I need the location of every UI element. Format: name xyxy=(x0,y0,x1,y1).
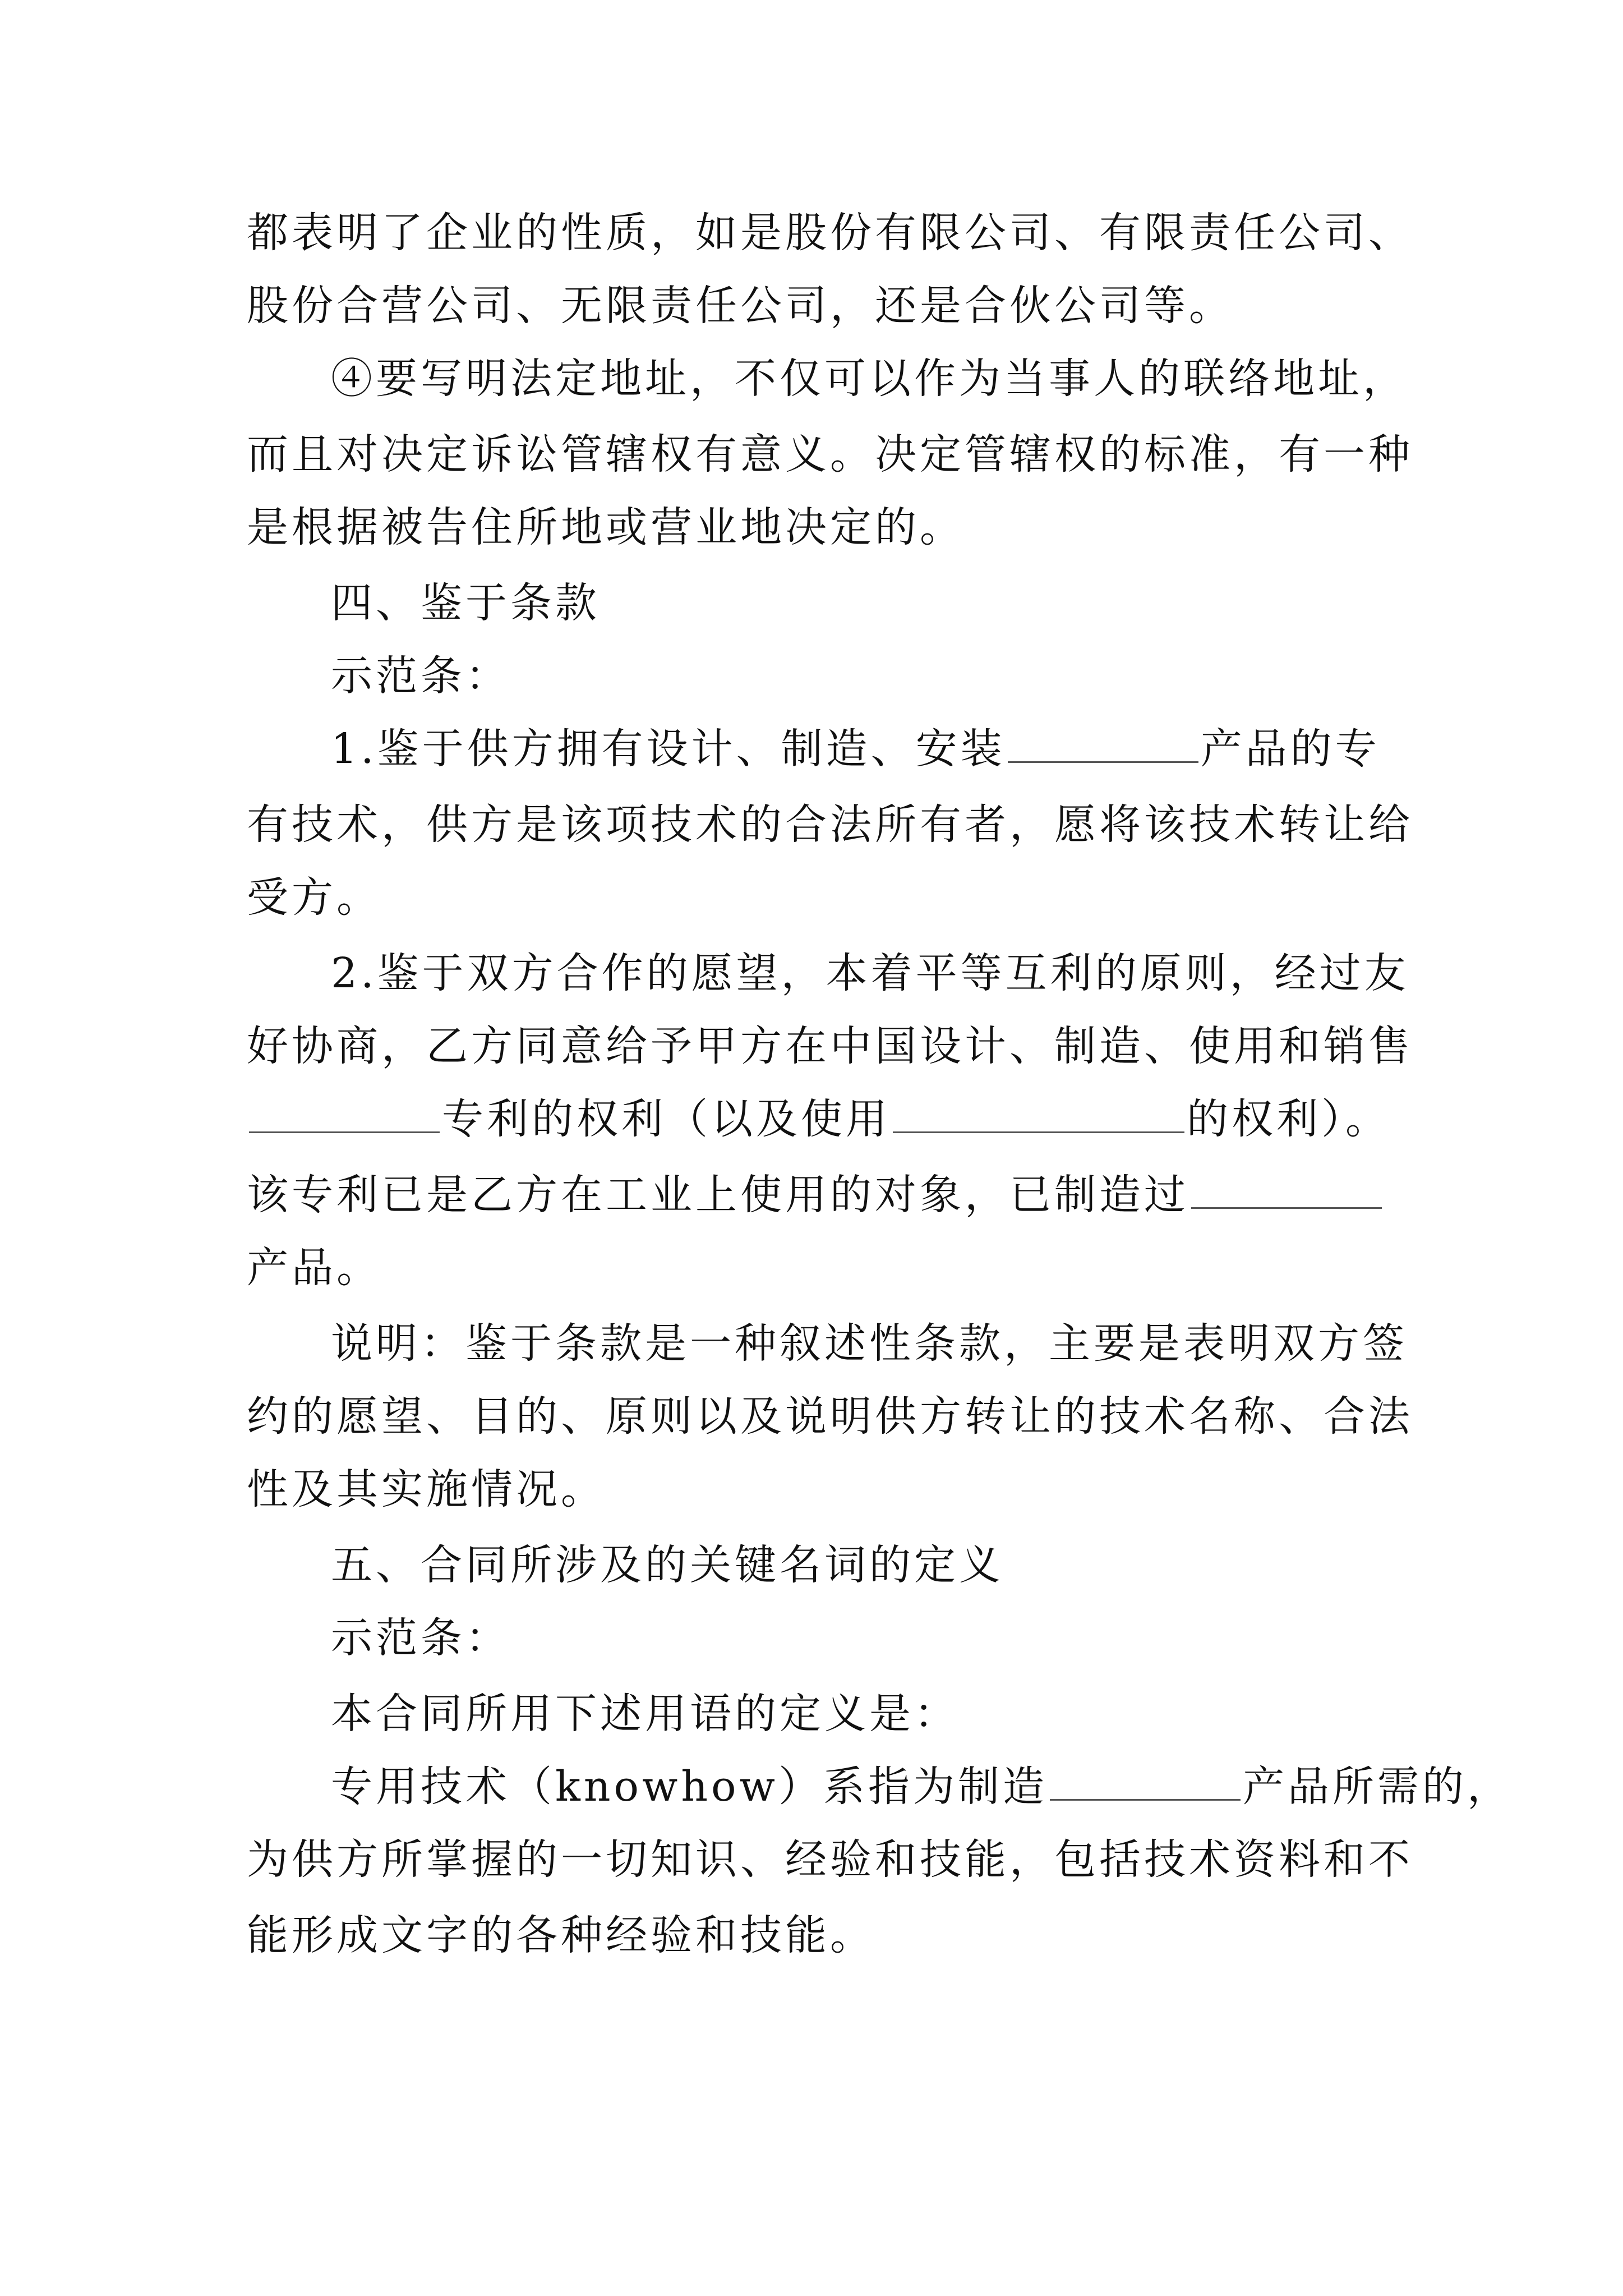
text-line xyxy=(247,280,1234,331)
fill-blank xyxy=(1191,1172,1382,1209)
text: 该专利已是乙方在工业上使用的对象，已制造过 xyxy=(247,1171,1189,1219)
section-heading xyxy=(331,1540,1004,1590)
text-line xyxy=(247,208,1413,258)
text-line xyxy=(331,1688,959,1739)
text-line xyxy=(247,1834,1413,1885)
text-line xyxy=(247,872,381,923)
text: 说明：鉴于条款是一种叙述性条款，主要是表明双方签 xyxy=(331,1319,1408,1368)
text-line xyxy=(331,1318,1408,1369)
text: 约的愿望、目的、原则以及说明供方转让的技术名称、合法 xyxy=(247,1392,1413,1441)
text: 性及其实施情况。 xyxy=(247,1465,606,1513)
text: 产品所需的， xyxy=(1242,1763,1512,1811)
text-line xyxy=(247,1243,381,1293)
text: 产品。 xyxy=(247,1244,381,1292)
text: 四、鉴于条款 xyxy=(331,579,600,627)
text: 受方。 xyxy=(247,873,381,922)
text: 股份合营公司、无限责任公司，还是合伙公司等。 xyxy=(247,282,1234,330)
text-line xyxy=(247,1391,1413,1442)
text-line xyxy=(331,948,1409,999)
text: 2.鉴于双方合作的愿望，本着平等互利的原则，经过友 xyxy=(331,949,1409,997)
text: 好协商，乙方同意给予甲方在中国设计、制造、使用和销售 xyxy=(247,1022,1413,1070)
text: 为供方所掌握的一切知识、经验和技能，包括技术资料和不 xyxy=(247,1835,1413,1884)
text-line xyxy=(247,1910,875,1961)
text: 是根据被告住所地或营业地决定的。 xyxy=(247,503,965,551)
text-line xyxy=(331,1613,510,1663)
text: 都表明了企业的性质，如是股份有限公司、有限责任公司、 xyxy=(247,209,1413,257)
text-line xyxy=(247,1464,606,1515)
text: 1.鉴于供方拥有设计、制造、安装 xyxy=(331,725,1006,773)
text: 五、合同所涉及的关键名词的定义 xyxy=(331,1541,1004,1589)
text: 产品的专 xyxy=(1200,725,1380,773)
text-line xyxy=(331,724,1380,774)
text: 的权利）。 xyxy=(1187,1095,1390,1143)
text-line xyxy=(247,429,1413,480)
text-line xyxy=(247,799,1413,850)
text: 能形成文字的各种经验和技能。 xyxy=(247,1911,875,1959)
fill-blank xyxy=(249,1097,440,1133)
text: 本合同所用下述用语的定义是： xyxy=(331,1690,959,1738)
text: 示范条： xyxy=(331,1614,510,1662)
text: ④要写明法定地址，不仅可以作为当事人的联络地址， xyxy=(331,355,1408,403)
text-line xyxy=(247,1021,1413,1071)
fill-blank xyxy=(1008,726,1198,763)
text: 有技术，供方是该项技术的合法所有者，愿将该技术转让给 xyxy=(247,800,1413,849)
text: 专用技术（knowhow）系指为制造 xyxy=(331,1763,1048,1811)
text: 专利的权利（以及使用 xyxy=(442,1095,891,1143)
fill-blank xyxy=(893,1097,1184,1133)
text-line xyxy=(247,1094,1390,1144)
text: 示范条： xyxy=(331,652,510,700)
text: 而且对决定诉讼管辖权有意义。决定管辖权的标准，有一种 xyxy=(247,430,1413,478)
text-line xyxy=(331,1761,1512,1812)
text-line xyxy=(247,502,965,553)
text-line xyxy=(331,353,1408,404)
text-line xyxy=(331,651,510,701)
text-line xyxy=(247,1170,1384,1220)
fill-blank xyxy=(1050,1764,1241,1801)
section-heading xyxy=(331,578,600,628)
